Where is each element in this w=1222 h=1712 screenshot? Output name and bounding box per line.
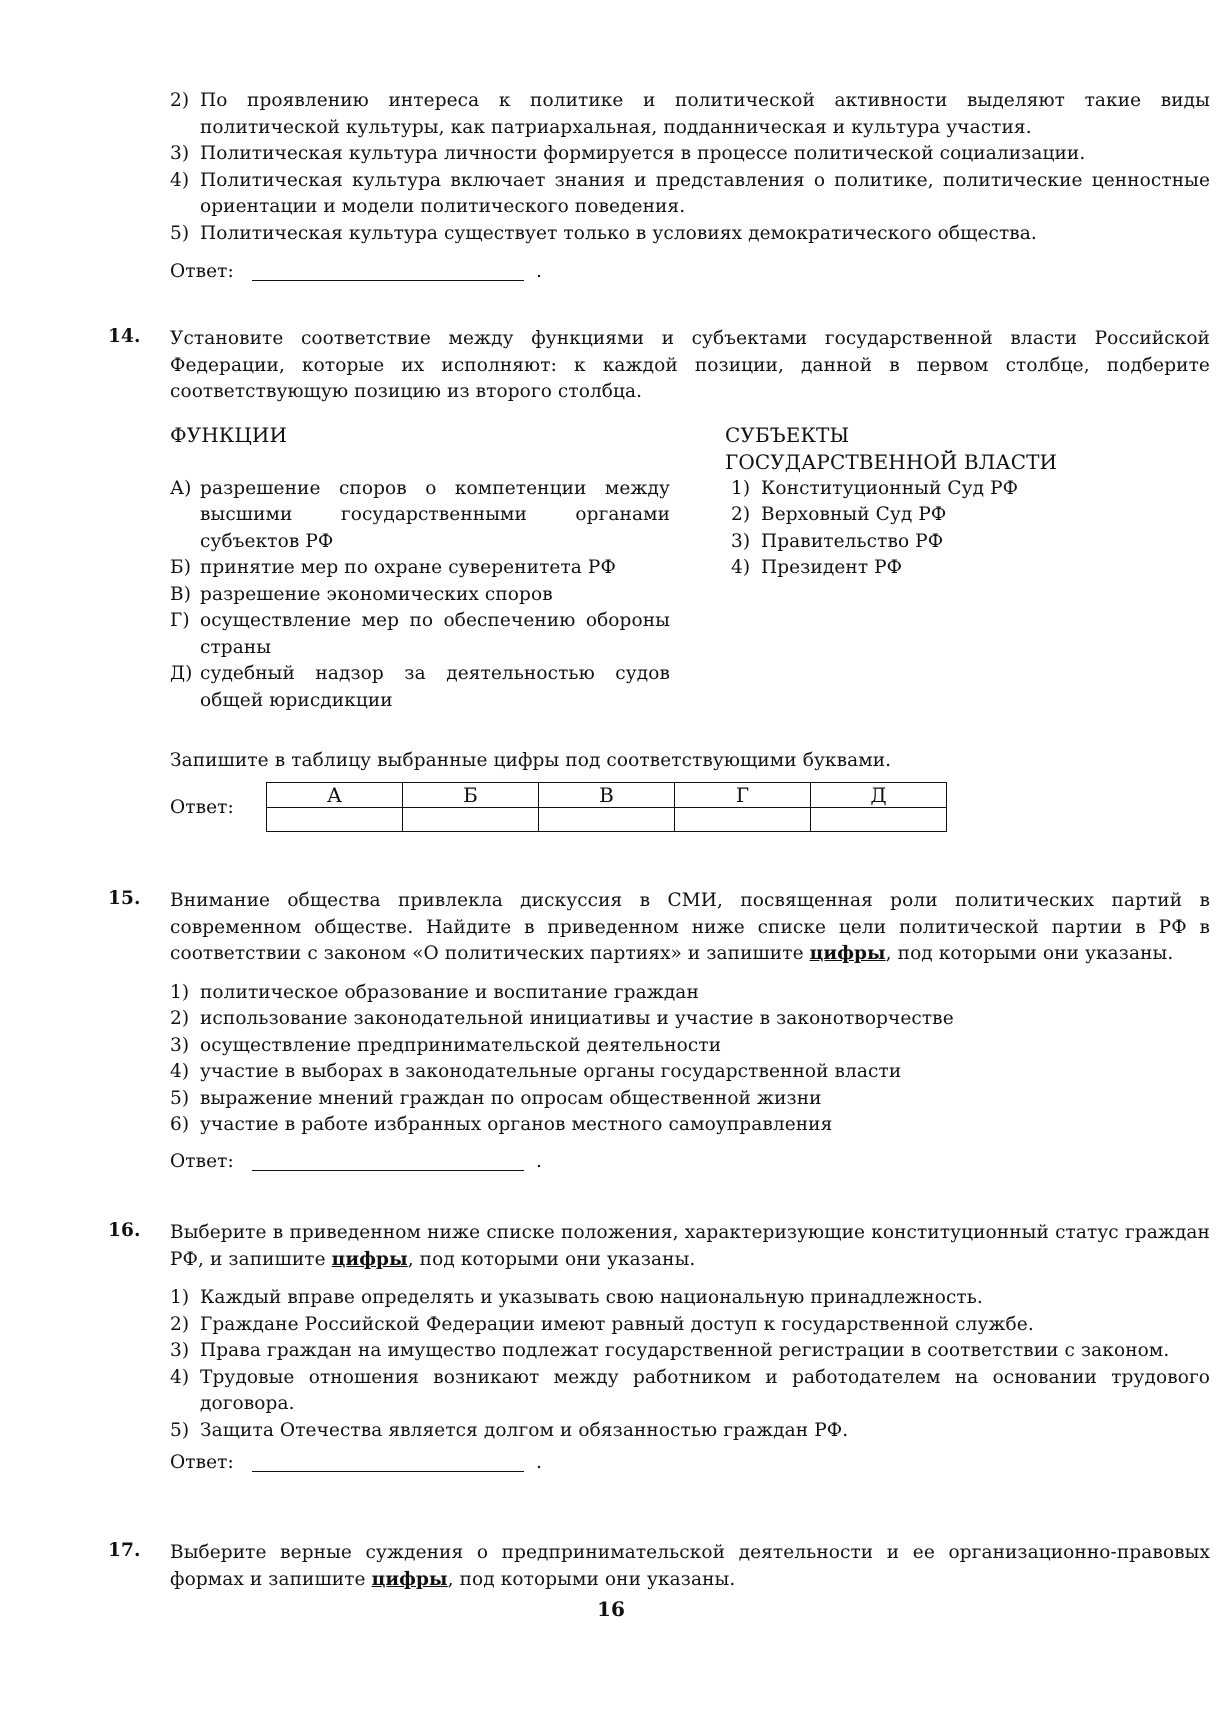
item-text: Верховный Суд РФ (761, 504, 947, 525)
option-item (170, 1338, 1210, 1365)
option-item (170, 1312, 1210, 1339)
function-item (170, 555, 670, 582)
option-item (170, 1418, 1210, 1445)
option-item (170, 1006, 1210, 1033)
item-number: Д) (170, 663, 193, 684)
item-text: Трудовые отношения возникают между работником и работодателем на основании трудового договора. (200, 1366, 1210, 1414)
item-number: 2) (170, 1313, 190, 1335)
item-text: Президент РФ (761, 557, 903, 578)
q15-answer: Ответ: . (170, 1150, 542, 1172)
item-number: 4) (731, 557, 751, 578)
answer-label: Ответ: (170, 1150, 234, 1172)
item-text: Защита Отечества является долгом и обязанностью граждан РФ. (200, 1419, 849, 1441)
answer-table-cell[interactable] (811, 808, 947, 832)
subjects-heading-2: ГОСУДАРСТВЕННОЙ ВЛАСТИ (725, 449, 1058, 474)
item-number: Г) (170, 610, 190, 631)
item-text: принятие мер по охране суверенитета РФ (200, 557, 616, 578)
item-text: По проявлению интереса к политике и политической активности выделяют такие виды политической культуры, как патриархальная, подданническая и культура участия. (200, 90, 1210, 138)
q16-options (170, 1285, 1210, 1444)
answer-label: Ответ: (170, 1452, 234, 1473)
item-text: участие в работе избранных органов местного самоуправления (200, 1114, 833, 1135)
item-number: 3) (731, 530, 751, 552)
functions-list (170, 476, 670, 715)
matching-columns (170, 422, 1210, 715)
item-number: 1) (170, 981, 190, 1003)
item-text: разрешение экономических споров (200, 583, 553, 605)
function-item (170, 476, 670, 556)
item-number: В) (170, 583, 192, 605)
item-number: 5) (170, 1419, 190, 1441)
answer-table-cell[interactable] (675, 808, 811, 832)
q14-answer (170, 782, 1210, 832)
item-number: Б) (170, 557, 192, 578)
item-number: 4) (170, 1366, 190, 1388)
subject-item (725, 476, 1205, 503)
q13-options (170, 88, 1210, 247)
item-text: Политическая культура существует только в условиях демократического общества. (200, 222, 1037, 244)
item-text: Каждый вправе определять и указывать свою национальную принадлежность. (200, 1287, 983, 1308)
option-item (170, 1285, 1210, 1312)
item-number: 2) (170, 1008, 190, 1029)
item-number: А) (170, 477, 192, 499)
function-item (170, 582, 670, 609)
item-text: использование законодательной инициативы и участие в законотворчестве (200, 1008, 954, 1029)
question-16 (108, 1220, 1210, 1473)
q13-answer: Ответ: . (170, 261, 542, 282)
item-number: 4) (170, 1061, 190, 1082)
question-number: 14. (108, 326, 141, 347)
option-item (170, 980, 1210, 1007)
item-number: 6) (170, 1114, 190, 1135)
answer-table-cell[interactable] (267, 808, 403, 832)
answer-table-letter: В (539, 783, 675, 808)
item-text: Граждане Российской Федерации имеют равный доступ к государственной службе. (200, 1313, 1034, 1335)
answer-label: Ответ: (170, 261, 234, 282)
answer-field[interactable] (252, 1453, 524, 1472)
table-instruction: Запишите в таблицу выбранные цифры под соответствующими буквами. (170, 750, 892, 771)
option-item (170, 1086, 1210, 1113)
answer-table-cell[interactable] (539, 808, 675, 832)
item-text: Конституционный Суд РФ (761, 477, 1019, 499)
subjects-column (725, 422, 1205, 715)
subjects-list (725, 476, 1205, 582)
item-number: 5) (170, 222, 190, 244)
option-item (170, 1059, 1210, 1086)
option-item (170, 1033, 1210, 1060)
subject-item (725, 529, 1205, 556)
item-text: осуществление мер по обеспечению обороны страны (200, 610, 670, 658)
item-number: 1) (170, 1287, 190, 1308)
item-text: судебный надзор за деятельностью судов общей юрисдикции (200, 663, 670, 711)
item-text: политическое образование и воспитание граждан (200, 981, 699, 1003)
question-number: 15. (108, 888, 141, 909)
option-item (170, 141, 1210, 168)
item-text: осуществление предпринимательской деятельности (200, 1034, 722, 1056)
item-text: Правительство РФ (761, 530, 944, 552)
question-text: Установите соответствие между функциями и субъектами государственной власти Российской Федерации, которые их исполняют: к каждой позиции, данной в первом столбце, подберите соответствующую позицию из второго столбца. (170, 328, 1210, 402)
subjects-heading-1: СУБЪЕКТЫ (725, 422, 850, 447)
item-text: участие в выборах в законодательные органы государственной власти (200, 1061, 902, 1082)
item-number: 1) (731, 477, 751, 499)
answer-table-letter: Д (811, 783, 947, 808)
answer-table-cell[interactable] (403, 808, 539, 832)
item-number: 3) (170, 1034, 190, 1056)
item-text: разрешение споров о компетенции между высшими государственными органами субъектов РФ (200, 477, 670, 552)
page-number: 16 (596, 1597, 626, 1621)
question-text: Выберите верные суждения о предпринимательской деятельности и ее организационно-правовых формах и запишите цифры, под которыми они указаны. (170, 1542, 1210, 1590)
function-item (170, 661, 670, 714)
question-text: Выберите в приведенном ниже списке положения, характеризующие конституционный статус граждан РФ, и запишите цифры, под которыми они указаны. (170, 1222, 1210, 1270)
subject-item (725, 555, 1205, 582)
item-text: Политическая культура включает знания и представления о политике, политические ценностные ориентации и модели политического поведения. (200, 169, 1210, 217)
functions-heading: ФУНКЦИИ (170, 422, 287, 447)
question-number: 17. (108, 1540, 141, 1561)
question-14 (108, 326, 1210, 832)
answer-table (266, 782, 947, 832)
option-item (170, 221, 1210, 248)
subject-item (725, 502, 1205, 529)
q15-options (170, 980, 1210, 1139)
functions-column (170, 422, 670, 715)
item-text: Права граждан на имущество подлежат государственной регистрации в соответствии с законом. (200, 1340, 1170, 1361)
q16-answer: Ответ: . (170, 1452, 542, 1473)
item-number: 3) (170, 143, 190, 164)
item-text: Политическая культура личности формируется в процессе политической социализации. (200, 143, 1086, 164)
option-item (170, 1112, 1210, 1139)
answer-table-letter: Г (675, 783, 811, 808)
item-number: 4) (170, 169, 190, 191)
item-number: 3) (170, 1340, 190, 1361)
item-number: 2) (170, 90, 190, 111)
item-number: 2) (731, 504, 751, 525)
answer-table-letter: Б (403, 783, 539, 808)
item-text: выражение мнений граждан по опросам общественной жизни (200, 1087, 822, 1109)
function-item (170, 608, 670, 661)
item-number: 5) (170, 1087, 190, 1109)
option-item (170, 168, 1210, 221)
question-text: Внимание общества привлекла дискуссия в СМИ, посвященная роли политических партий в современном обществе. Найдите в приведенном ниже списке цели политической партии в РФ в соответствии с законом «О политических партиях» и запишите цифры, под которыми они указаны. (170, 890, 1210, 964)
option-item (170, 1365, 1210, 1418)
answer-label: Ответ: (170, 796, 234, 818)
option-item (170, 88, 1210, 141)
answer-field[interactable] (252, 1152, 524, 1171)
question-13-tail (170, 88, 1210, 282)
question-15 (108, 888, 1210, 1172)
question-number: 16. (108, 1220, 141, 1241)
answer-table-letter: А (267, 783, 403, 808)
question-17 (108, 1540, 1210, 1593)
answer-field[interactable] (252, 262, 524, 281)
